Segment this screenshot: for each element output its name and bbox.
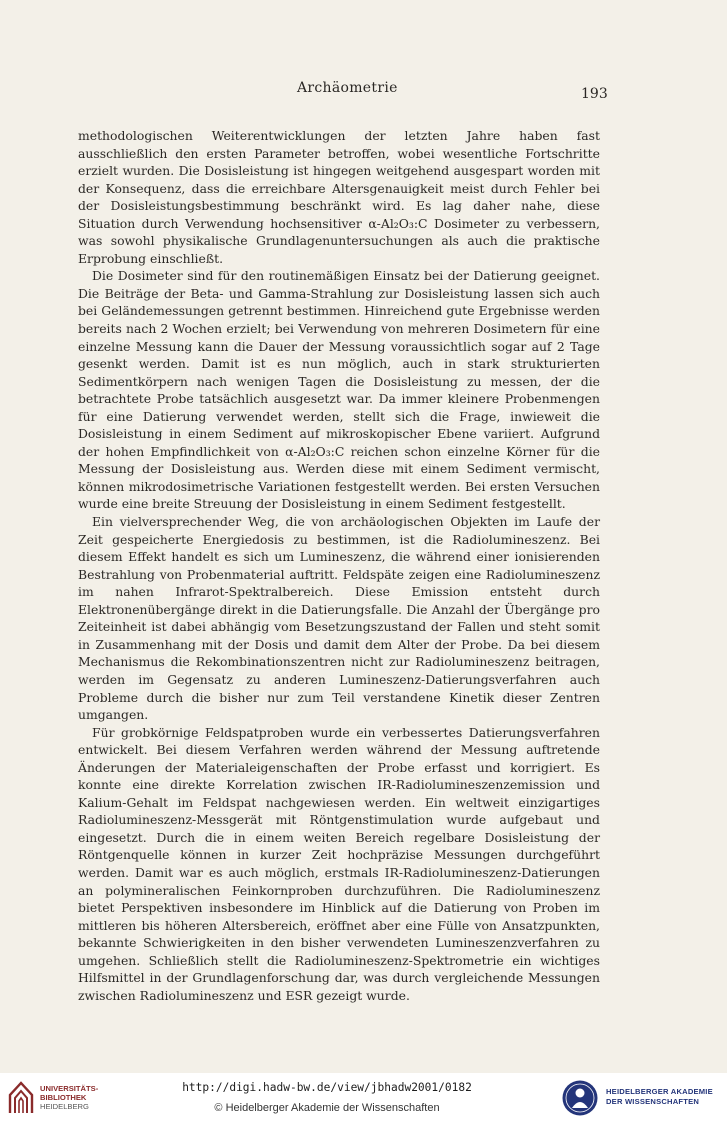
paragraph-3: Ein vielversprechender Weg, die von archäologischen Objekten im Laufe der Zeit gespeicherte Energiedosis zu bestimmen, ist die Radiolumineszenz. Bei diesem Effekt handelt es sich um Lumineszenz, die während einer ionisierenden Bestrahlung von Probenmaterial auftritt. Feldspäte zeigen eine Radiolumineszenz im nahen Infrarot-Spektralbereich. Diese Emission entsteht durch Elektronenübergänge direkt in die Datierungsfalle. Die Anzahl der Übergänge pro Zeiteinheit ist dabei abhängig vom Besetzungszustand der Fallen und steht somit in Zusammenhang mit der Dosis und damit dem Alter der Probe. Da bei diesem Mechanismus die Rekombinationszentren nicht zur Radiolumineszenz beitragen, werden im Gegensatz zu anderen Lumineszenz-Datierungsverfahren auch Probleme durch die bisher nur zum Teil verstandene Kinetik dieser Zentren umgangen. (78, 514, 600, 723)
paragraph-2: Die Dosimeter sind für den routinemäßigen Einsatz bei der Datierung geeignet. Die Beiträge der Beta- und Gamma-Strahlung zur Dosisleistung lassen sich auch bei Geländemessungen getrennt bestimmen. Hinreichend gute Ergebnisse werden bereits nach 2 Wochen erzielt; bei Verwendung von mehreren Dosimetern für eine einzelne Messung kann die Dauer der Messung voraussichtlich sogar auf 2 Tage gesenkt werden. Damit ist es nun möglich, auch in stark strukturierten Sedimentkörpern nach wenigen Tagen die Dosisleistung zu messen, der die betrachtete Probe tatsächlich ausgesetzt war. Da immer kleinere Probenmengen für eine Datierung verwendet werden, stellt sich die Frage, inwieweit die Dosisleistung in einem Sediment auf mikroskopischer Ebene variiert. Aufgrund der hohen Empfindlichkeit von α-Al₂O₃:C reichen schon einzelne Körner für die Messung der Dosisleistung aus. Werden diese mit einem Sediment vermischt, können mikrodosimetrische Variationen festgestellt werden. Bei ersten Versuchen wurde eine breite Streuung der Dosisleistung in einem Sediment festgestellt. (78, 268, 600, 512)
library-name-line-1: UNIVERSITÄTS- (40, 1084, 99, 1093)
body-text (78, 127, 600, 1004)
copyright-notice: © Heidelberger Akademie der Wissenschaften (214, 1102, 440, 1114)
footer-bar (0, 1073, 727, 1125)
library-name-line-3: HEIDELBERG (40, 1102, 89, 1111)
academy-seal-icon (561, 1079, 599, 1117)
page-header (0, 80, 727, 104)
library-name-line-2: BIBLIOTHEK (40, 1093, 87, 1102)
page-number: 193 (581, 86, 608, 102)
university-library-name (40, 1084, 98, 1111)
university-library-logo-icon (8, 1081, 34, 1115)
academy-name-line-1: HEIDELBERGER AKADEMIE (606, 1087, 713, 1096)
permalink-url[interactable]: http://digi.hadw-bw.de/view/jbhadw2001/0182 (182, 1081, 472, 1094)
running-title: Archäometrie (297, 80, 398, 96)
academy-name (606, 1087, 713, 1107)
academy-name-line-2: DER WISSENSCHAFTEN (606, 1097, 700, 1106)
paragraph-4: Für grobkörnige Feldspatproben wurde ein verbessertes Datierungsverfahren entwickelt. Bei diesem Verfahren werden während der Messung auftretende Änderungen der Materialeigenschaften der Probe erfasst und korrigiert. Es konnte eine direkte Korrelation zwischen IR-Radiolumineszenzemission und Kalium-Gehalt im Feldspat nachgewiesen werden. Ein weltweit einzigartiges Radiolumineszenz-Messgerät mit Röntgenstimulation wurde aufgebaut und eingesetzt. Durch die in einem weiten Bereich regelbare Dosisleistung der Röntgenquelle können in kurzer Zeit hochpräzise Messungen durchgeführt werden. Damit war es auch möglich, erstmals IR-Radiolumineszenz-Datierungen an polymineralischen Feinkornproben durchzuführen. Die Radiolumineszenz bietet Perspektiven insbesondere im Hinblick auf die Datierung von Proben im mittleren bis höheren Altersbereich, eröffnet aber eine Fülle von Ansatzpunkten, bekannte Schwierigkeiten in den bisher verwendeten Lumineszenzverfahren zu umgehen. Schließlich stellt die Radiolumineszenz-Spektrometrie ein wichtiges Hilfsmittel in der Grundlagenforschung dar, was durch vergleichende Messungen zwischen Radiolumineszenz und ESR gezeigt wurde. (78, 724, 600, 1003)
paragraph-1: methodologischen Weiterentwicklungen der letzten Jahre haben fast ausschließlich den ersten Parameter betroffen, wobei wesentliche Fortschritte erzielt wurden. Die Dosisleistung ist hingegen weitgehend ausgespart worden mit der Konsequenz, dass die erreichbare Altersgenauigkeit meist durch Fehler bei der Dosisleistungsbestimmung beschränkt wird. Es lag daher nahe, diese Situation durch Verwendung hochsensitiver α-Al₂O₃:C Dosimeter zu verbessern, was sowohl physikalische Grundlagenuntersuchungen als auch die praktische Erprobung einschließt. (78, 128, 600, 266)
